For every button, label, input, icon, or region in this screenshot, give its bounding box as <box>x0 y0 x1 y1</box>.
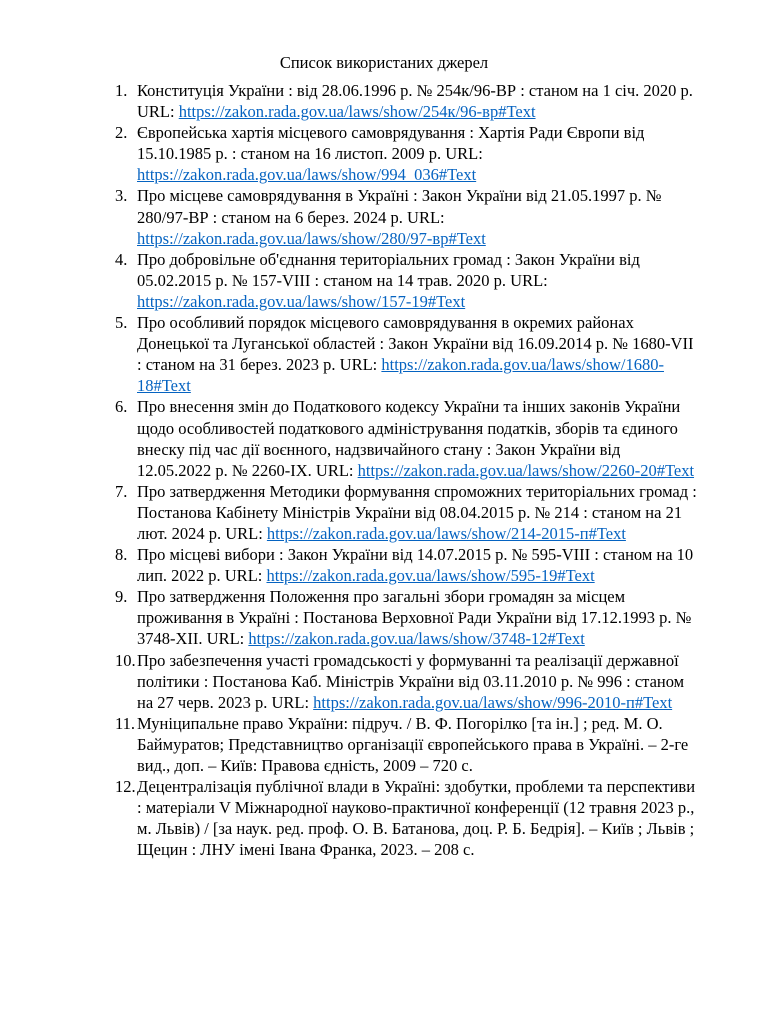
reference-number: 1. <box>115 81 128 100</box>
reference-text: Муніципальне право України: підруч. / В. Ф. Погорілко [та ін.] ; ред. М. О. Баймуратов; Представництво організації європейського права в Україні. – 2-ге вид., доп. – Київ: Правова єдність, 2009 – 720 с. <box>137 713 689 775</box>
reference-item <box>0 650 697 713</box>
reference-url-link[interactable]: https://zakon.rada.gov.ua/laws/show/280/97-вр#Text <box>137 228 486 248</box>
reference-url-link[interactable]: https://zakon.rada.gov.ua/laws/show/214-2015-п#Text <box>266 523 626 543</box>
reference-item <box>0 586 697 649</box>
reference-number: 9. <box>115 587 128 607</box>
reference-number: 2. <box>115 123 128 143</box>
reference-number: 8. <box>115 545 128 565</box>
reference-text: Про місцеве самоврядування в Україні : Закон України від 21.05.1997 р. № 280/97-ВР : станом на 6 берез. 2024 р. URL: <box>137 186 662 227</box>
reference-url-link[interactable]: https://zakon.rada.gov.ua/laws/show/2260-20#Text <box>357 460 695 480</box>
reference-url-link[interactable]: https://zakon.rada.gov.ua/laws/show/254к/96-вр#Text <box>178 102 536 122</box>
reference-item <box>0 481 697 544</box>
reference-text: Про добровільне об'єднання територіальних громад : Закон України від 05.02.2015 р. № 157-VIII : станом на 14 трав. 2020 р. URL: <box>137 249 640 290</box>
reference-text: Децентралізація публічної влади в Україні: здобутки, проблеми та перспективи : матеріали V Міжнародної науково-практичної конференції (12 травня 2023 р., м. Львів) / [за наук. ред. проф. О. В. Батанова, доц. Р. Б. Бедрія]. – Київ ; Львів ; Щецин : ЛНУ імені Івана Франка, 2023. – 208 с. <box>137 777 696 860</box>
reference-item <box>0 312 697 396</box>
reference-url-link[interactable]: https://zakon.rada.gov.ua/laws/show/157-19#Text <box>137 291 466 311</box>
reference-url-link[interactable]: https://zakon.rada.gov.ua/laws/show/1680-18#Text <box>137 355 664 396</box>
reference-number: 7. <box>115 481 128 501</box>
reference-text: Про затвердження Методики формування спроможних територіальних громад : Постанова Кабінету Міністрів України від 08.04.2015 р. № 214 : станом на 21 лют. 2024 р. URL: <box>137 481 697 543</box>
reference-number: 11. <box>115 713 136 733</box>
reference-number: 4. <box>115 249 128 269</box>
reference-text: Про забезпечення участі громадськості у формуванні та реалізації державної політики : Постанова Каб. Міністрів України від 03.11.2010 р. № 996 : станом на 27 черв. 2023 р. URL: <box>137 650 685 712</box>
reference-text: Про внесення змін до Податкового кодексу України та інших законів України щодо особливостей податкового адміністрування податків, зборів та єдиного внеску під час дії воєнного, надзвичайного стану : Закон України від 12.05.2022 р. № 2260-IX. URL: <box>137 397 681 480</box>
reference-url-link[interactable]: https://zakon.rada.gov.ua/laws/show/994_036#Text <box>137 165 477 185</box>
reference-text: Про місцеві вибори : Закон України від 14.07.2015 р. № 595-VIII : станом на 10 лип. 2022 р. URL: <box>137 545 694 586</box>
reference-text: Про особливий порядок місцевого самоврядування в окремих районах Донецької та Луганської областей : Закон України від 16.09.2014 р. № 1680-VII : станом на 31 берез. 2023 р. URL: <box>137 313 694 375</box>
reference-number: 10. <box>115 650 136 670</box>
reference-item <box>0 776 697 860</box>
reference-text: Конституція України : від 28.06.1996 р. № 254к/96-ВР : станом на 1 січ. 2020 р. URL: <box>137 81 693 122</box>
reference-number: 5. <box>115 313 128 333</box>
reference-number: 12. <box>115 777 136 797</box>
document-title: Список використаних джерел <box>279 53 489 72</box>
reference-item <box>0 713 697 776</box>
reference-number: 3. <box>115 186 128 206</box>
reference-url-link[interactable]: https://zakon.rada.gov.ua/laws/show/3748-12#Text <box>248 629 585 649</box>
reference-number: 6. <box>115 397 128 417</box>
reference-url-link[interactable]: https://zakon.rada.gov.ua/laws/show/595-19#Text <box>266 566 595 586</box>
reference-list <box>0 80 768 860</box>
reference-item <box>0 80 697 122</box>
reference-item <box>0 396 697 480</box>
reference-item <box>0 544 697 586</box>
reference-item <box>0 249 697 312</box>
reference-text: Європейська хартія місцевого самоврядування : Хартія Ради Європи від 15.10.1985 р. : станом на 16 листоп. 2009 р. URL: <box>137 123 645 164</box>
reference-item <box>0 122 697 185</box>
reference-item <box>0 185 697 248</box>
reference-text: Про затвердження Положення про загальні збори громадян за місцем проживання в Україні : Постанова Верховної Ради України від 17.12.1993 р. № 3748-XII. URL: <box>137 587 692 649</box>
reference-url-link[interactable]: https://zakon.rada.gov.ua/laws/show/996-2010-п#Text <box>313 692 673 712</box>
